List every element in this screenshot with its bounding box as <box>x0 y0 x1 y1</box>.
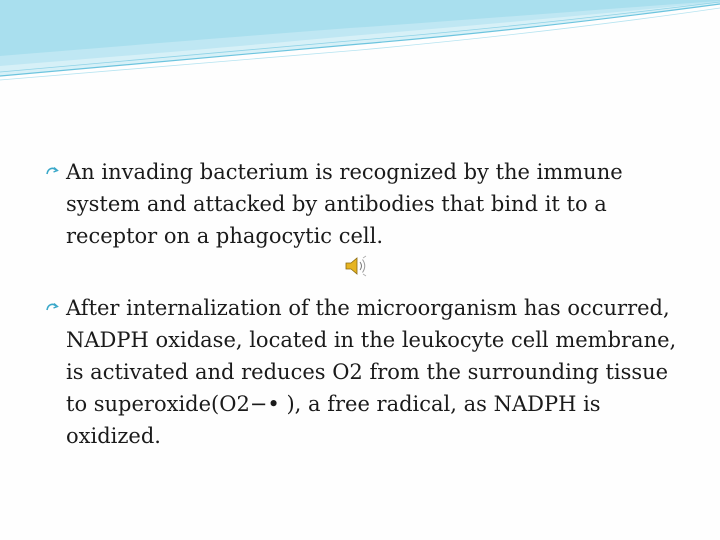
bullet-item <box>44 292 684 452</box>
curled-arrow-bullet-icon <box>44 292 64 324</box>
slide-body <box>44 156 684 452</box>
bullet-text: An invading bacterium is recognized by the immune system and attacked by antibodies that bind it to a receptor on a phagocytic cell. <box>66 160 623 248</box>
curled-arrow-bullet-icon <box>44 156 64 188</box>
bullet-item <box>44 156 684 252</box>
header-wave-decoration <box>0 0 720 100</box>
bullet-text: After internalization of the microorganism has occurred, NADPH oxidase, located in the leukocyte cell membrane, is activated and reduces O2 from the surrounding tissue to superoxide(O2−• ), a free radical, as NADPH is oxidized. <box>66 296 677 448</box>
speaker-sound-icon[interactable] <box>343 254 369 278</box>
